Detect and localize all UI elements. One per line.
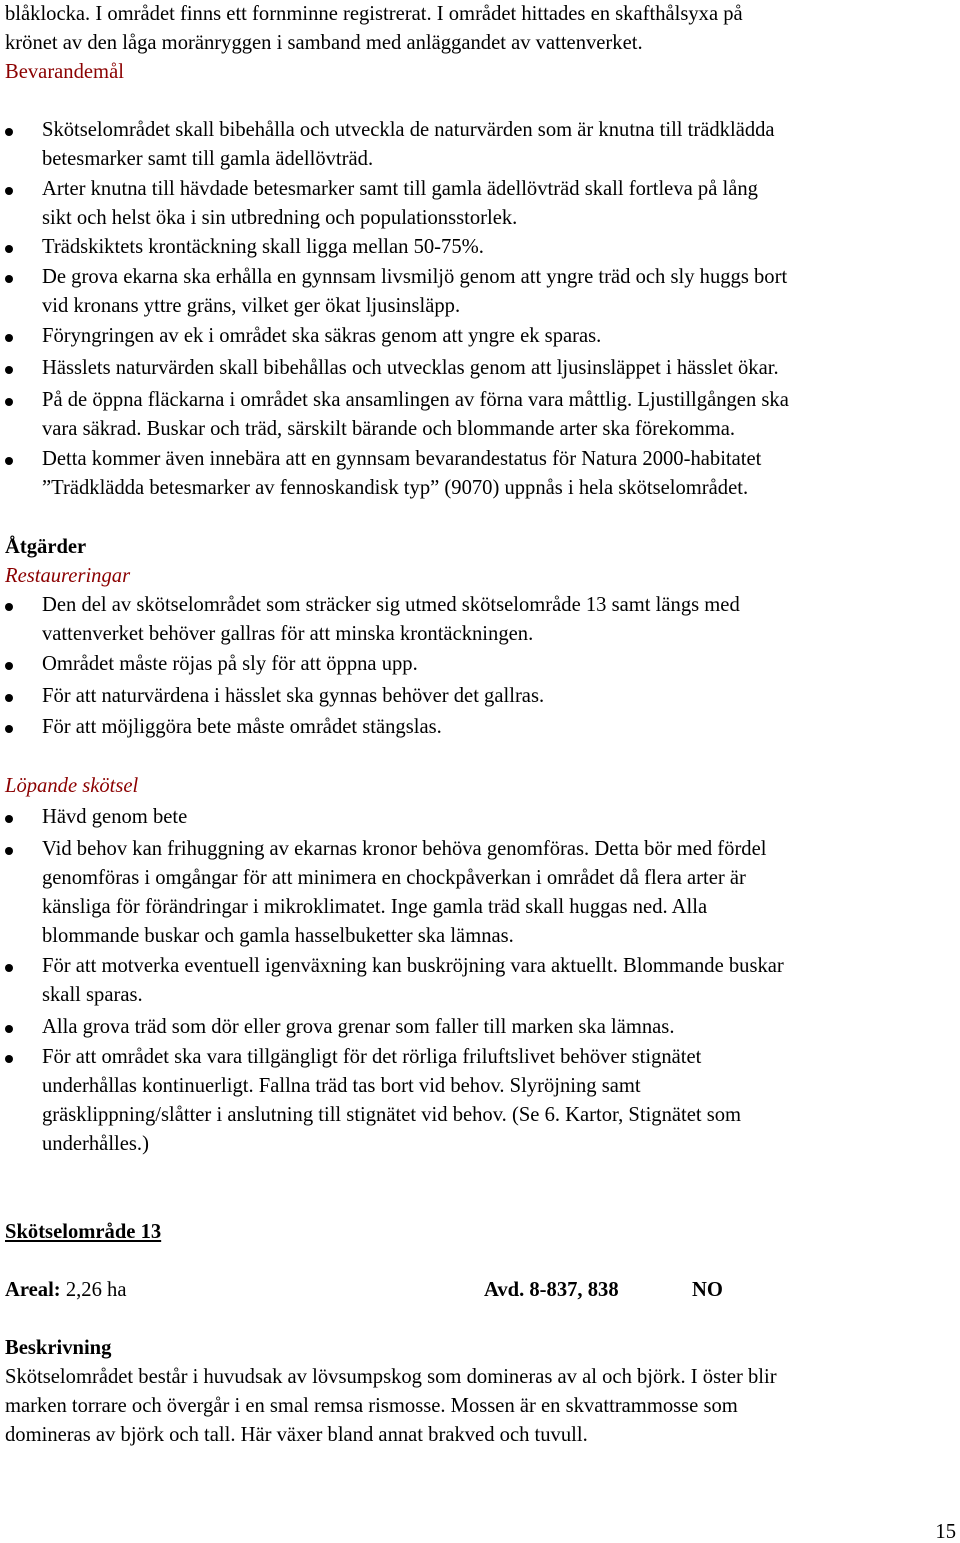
bullet-icon bbox=[5, 1055, 13, 1063]
bullet-icon bbox=[5, 964, 13, 972]
list-item: Föryngringen av ek i området ska säkras genom att yngre ek sparas. bbox=[42, 325, 602, 347]
list-item: Hässlets naturvärden skall bibehållas och utvecklas genom att ljusinsläppet i hässlet ökar. bbox=[42, 357, 779, 379]
lopande-heading: Löpande skötsel bbox=[5, 775, 139, 797]
list-item: Skötselområdet skall bibehålla och utveckla de naturvärden som är knutna till trädklädda bbox=[42, 119, 775, 141]
list-item: Trädskiktets krontäckning skall ligga mellan 50-75%. bbox=[42, 236, 484, 258]
areal-label: Areal: bbox=[5, 1279, 61, 1301]
bullet-icon bbox=[5, 366, 13, 374]
bullet-icon bbox=[5, 1025, 13, 1033]
page-number: 15 bbox=[935, 1521, 956, 1543]
list-item-cont: skall sparas. bbox=[42, 984, 143, 1006]
list-item: För att motverka eventuell igenväxning kan buskröjning vara aktuellt. Blommande buskar bbox=[42, 955, 784, 977]
bullet-icon bbox=[5, 694, 13, 702]
list-item: På de öppna fläckarna i området ska ansamlingen av förna vara måttlig. Ljustillgången ska bbox=[42, 389, 789, 411]
list-item: För att området ska vara tillgängligt för det rörliga friluftslivet behöver stignätet bbox=[42, 1046, 702, 1068]
list-item: För att naturvärdena i hässlet ska gynnas behöver det gallras. bbox=[42, 685, 545, 707]
bullet-icon bbox=[5, 457, 13, 465]
list-item-cont: känsliga för förändringar i mikroklimatet. Inge gamla träd skall huggas ned. Alla bbox=[42, 896, 708, 918]
bullet-icon bbox=[5, 334, 13, 342]
list-item: Den del av skötselområdet som sträcker sig utmed skötselområde 13 samt längs med bbox=[42, 594, 740, 616]
list-item-cont: underhålles.) bbox=[42, 1133, 149, 1155]
bullet-icon bbox=[5, 187, 13, 195]
beskrivning-line: Skötselområdet består i huvudsak av lövsumpskog som domineras av al och björk. I öster blir bbox=[5, 1366, 777, 1388]
bullet-icon bbox=[5, 662, 13, 670]
areal-row bbox=[5, 1280, 126, 1301]
bevarandemal-heading: Bevarandemål bbox=[5, 61, 124, 83]
list-item: För att möjliggöra bete måste området stängslas. bbox=[42, 716, 442, 738]
bullet-icon bbox=[5, 847, 13, 855]
section-heading: Skötselområde 13 bbox=[5, 1221, 162, 1243]
list-item-cont: vattenverket behöver gallras för att minska krontäckningen. bbox=[42, 623, 534, 645]
list-item: Detta kommer även innebära att en gynnsam bevarandestatus för Natura 2000-habitatet bbox=[42, 448, 762, 470]
restaureringar-heading: Restaureringar bbox=[5, 565, 131, 587]
bullet-icon bbox=[5, 128, 13, 136]
bullet-icon bbox=[5, 725, 13, 733]
list-item: De grova ekarna ska erhålla en gynnsam livsmiljö genom att yngre träd och sly huggs bort bbox=[42, 266, 788, 288]
list-item-cont: underhållas kontinuerligt. Fallna träd tas bort vid behov. Slyröjning samt bbox=[42, 1075, 641, 1097]
list-item: Alla grova träd som dör eller grova grenar som faller till marken ska lämnas. bbox=[42, 1016, 675, 1038]
list-item-cont: vid kronans yttre gräns, vilket ger ökat ljusinsläpp. bbox=[42, 295, 461, 317]
list-item-cont: sikt och helst öka i sin utbredning och populationsstorlek. bbox=[42, 207, 518, 229]
list-item: Arter knutna till hävdade betesmarker samt till gamla ädellövträd skall fortleva på lång bbox=[42, 178, 758, 200]
beskrivning-line: marken torrare och övergår i en smal remsa rismosse. Mossen är en skvattrammosse som bbox=[5, 1395, 738, 1417]
list-item: Hävd genom bete bbox=[42, 806, 188, 828]
bullet-icon bbox=[5, 275, 13, 283]
atgarder-heading: Åtgärder bbox=[5, 536, 87, 558]
list-item-cont: blommande buskar och gamla hasselbuketter ska lämnas. bbox=[42, 925, 514, 947]
direction-label: NO bbox=[692, 1279, 723, 1301]
bullet-icon bbox=[5, 603, 13, 611]
intro-line: blåklocka. I området finns ett fornminne registrerat. I området hittades en skafthålsyxa på bbox=[5, 3, 743, 25]
list-item: Vid behov kan frihuggning av ekarnas kronor behöva genomföras. Detta bör med fördel bbox=[42, 838, 767, 860]
bullet-icon bbox=[5, 398, 13, 406]
list-item-cont: betesmarker samt till gamla ädellövträd. bbox=[42, 148, 374, 170]
bullet-icon bbox=[5, 815, 13, 823]
list-item: Området måste röjas på sly för att öppna upp. bbox=[42, 653, 418, 675]
list-item-cont: ”Trädklädda betesmarker av fennoskandisk typ” (9070) uppnås i hela skötselområdet. bbox=[42, 477, 749, 499]
list-item-cont: genomföras i omgångar för att minimera en chockpåverkan i området då flera arter är bbox=[42, 867, 746, 889]
bullet-icon bbox=[5, 245, 13, 253]
beskrivning-heading: Beskrivning bbox=[5, 1337, 112, 1359]
list-item-cont: gräsklippning/slåtter i anslutning till stignätet vid behov. (Se 6. Kartor, Stignätet som bbox=[42, 1104, 742, 1126]
areal-value: 2,26 ha bbox=[65, 1279, 127, 1301]
avd-label: Avd. 8-837, 838 bbox=[484, 1279, 619, 1301]
intro-line: krönet av den låga moränryggen i samband med anläggandet av vattenverket. bbox=[5, 32, 643, 54]
list-item-cont: vara säkrad. Buskar och träd, särskilt bärande och blommande arter ska förekomma. bbox=[42, 418, 736, 440]
beskrivning-line: domineras av björk och tall. Här växer bland annat brakved och tuvull. bbox=[5, 1424, 588, 1446]
